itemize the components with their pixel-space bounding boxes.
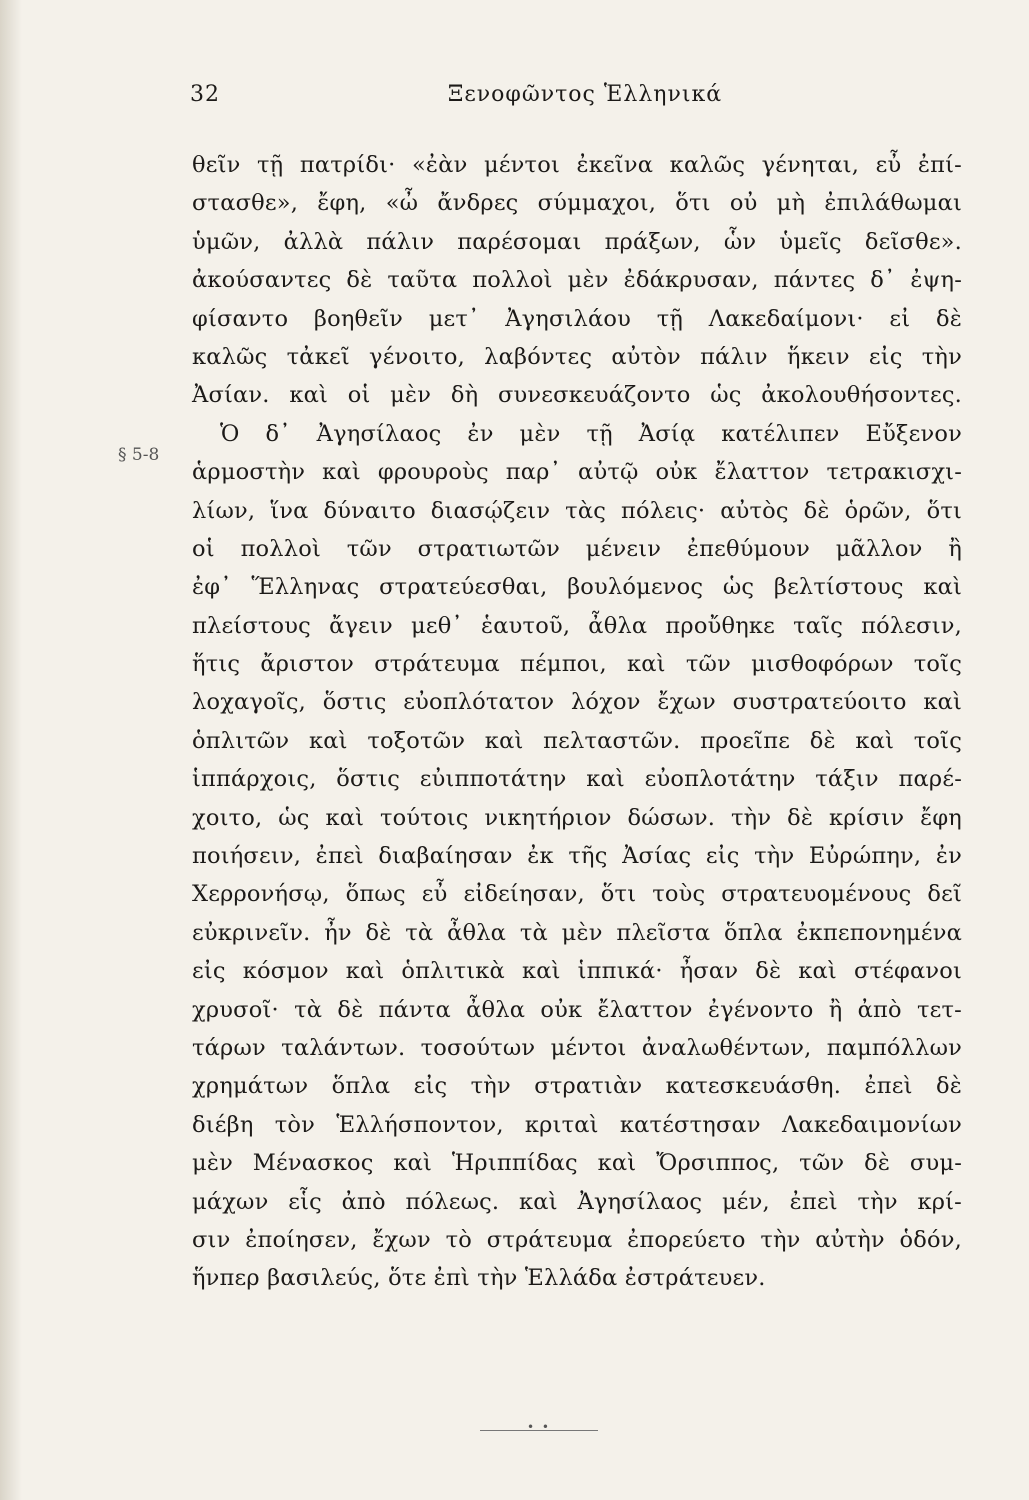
text-line: μάχων εἷς ἀπὸ πόλεως. καὶ Ἀγησίλαος μέν, ἐπεὶ τὴν κρί- [192,1188,962,1215]
text-line: ὁπλιτῶν καὶ τοξοτῶν καὶ πελταστῶν. προεῖπε δὲ καὶ τοῖς [192,727,962,754]
text-line: μὲν Μένασκος καὶ Ἡριππίδας καὶ Ὄρσιππος, τῶν δὲ συμ- [192,1150,962,1177]
text-line: ἥνπερ βασιλεύς, ὅτε ἐπὶ τὴν Ἑλλάδα ἐστράτευεν. [192,1265,766,1292]
section-margin-note: § 5-8 [118,445,160,465]
body-text [192,146,962,1298]
text-line: χρυσοῖ· τὰ δὲ πάντα ἆθλα οὐκ ἔλαττον ἐγένοντο ἢ ἀπὸ τετ- [192,996,962,1023]
text-line: σιν ἐποίησεν, ἔχων τὸ στράτευμα ἐπορεύετο τὴν αὐτὴν ὁδόν, [192,1226,962,1253]
text-line: χρημάτων ὅπλα εἰς τὴν στρατιὰν κατεσκευάσθη. ἐπεὶ δὲ [192,1073,962,1100]
text-line: λοχαγοῖς, ὅστις εὐοπλότατον λόχον ἔχων συστρατεύοιτο καὶ [192,689,962,716]
text-line: ἐφ᾽ Ἕλληνας στρατεύεσθαι, βουλόμενος ὡς βελτίστους καὶ [192,574,962,601]
text-line: στασθε», ἔφη, «ὦ ἄνδρες σύμμαχοι, ὅτι οὐ μὴ ἐπιλάθωμαι [192,190,962,217]
text-line: λίων, ἵνα δύναιτο διασῴζειν τὰς πόλεις· αὐτὸς δὲ ὁρῶν, ὅτι [192,497,962,524]
text-line: φίσαντο βοηθεῖν μετ᾽ Ἀγησιλάου τῇ Λακεδαίμονι· εἰ δὲ [192,305,962,332]
text-line: ἱππάρχοις, ὅστις εὐιπποτάτην καὶ εὐοπλοτάτην τάξιν παρέ- [192,766,962,793]
text-line: διέβη τὸν Ἑλλήσποντον, κριταὶ κατέστησαν Λακεδαιμονίων [192,1111,962,1138]
section-end-ornament [480,1420,598,1434]
text-line: θεῖν τῇ πατρίδι· «ἐὰν μέντοι ἐκεῖνα καλῶς γένηται, εὖ ἐπί- [192,152,962,178]
text-line: ἁρμοστὴν καὶ φρουροὺς παρ᾽ αὐτῷ οὐκ ἔλαττον τετρακισχι- [192,459,962,486]
page-number: 32 [190,82,220,107]
text-line: καλῶς τἀκεῖ γένοιτο, λαβόντες αὐτὸν πάλιν ἥκειν εἰς τὴν [192,343,962,370]
text-line: εὐκρινεῖν. ἦν δὲ τὰ ἆθλα τὰ μὲν πλεῖστα ὅπλα ἐκπεπονημένα [192,919,962,946]
text-line: τάρων ταλάντων. τοσούτων μέντοι ἀναλωθέντων, παμπόλλων [192,1034,962,1061]
text-line: χοιτο, ὡς καὶ τούτοις νικητήριον δώσων. τὴν δὲ κρίσιν ἔφη [192,804,962,831]
text-line: Ἀσίαν. καὶ οἱ μὲν δὴ συνεσκευάζοντο ὡς ἀκολουθήσοντες. [192,382,962,409]
text-line: ποιήσειν, ἐπεὶ διαβαίησαν ἐκ τῆς Ἀσίας εἰς τὴν Εὐρώπην, ἐν [192,843,962,870]
ornament-dots-icon: • • [527,1420,551,1434]
page-header [190,82,980,122]
binding-edge-shadow [0,0,22,1500]
text-line: πλείστους ἄγειν μεθ᾽ ἑαυτοῦ, ἆθλα προὔθηκε ταῖς πόλεσιν, [192,612,962,639]
running-title: Ξενοφῶντος Ἑλληνικά [447,82,723,107]
text-line: ἥτις ἄριστον στράτευμα πέμποι, καὶ τῶν μισθοφόρων τοῖς [192,651,962,678]
text-line: Ὁ δ᾽ Ἀγησίλαος ἐν μὲν τῇ Ἀσίᾳ κατέλιπεν Εὔξενον [220,420,962,447]
text-line: οἱ πολλοὶ τῶν στρατιωτῶν μένειν ἐπεθύμουν μᾶλλον ἢ [192,535,962,562]
text-line: Χερρονήσῳ, ὅπως εὖ εἰδείησαν, ὅτι τοὺς στρατευομένους δεῖ [192,881,962,908]
text-line: ὑμῶν, ἀλλὰ πάλιν παρέσομαι πράξων, ὧν ὑμεῖς δεῖσθε». [192,228,962,255]
text-line: ἀκούσαντες δὲ ταῦτα πολλοὶ μὲν ἐδάκρυσαν, πάντες δ᾽ ἐψη- [192,267,962,294]
text-line: εἰς κόσμον καὶ ὁπλιτικὰ καὶ ἱππικά· ἦσαν δὲ καὶ στέφανοι [192,958,962,985]
